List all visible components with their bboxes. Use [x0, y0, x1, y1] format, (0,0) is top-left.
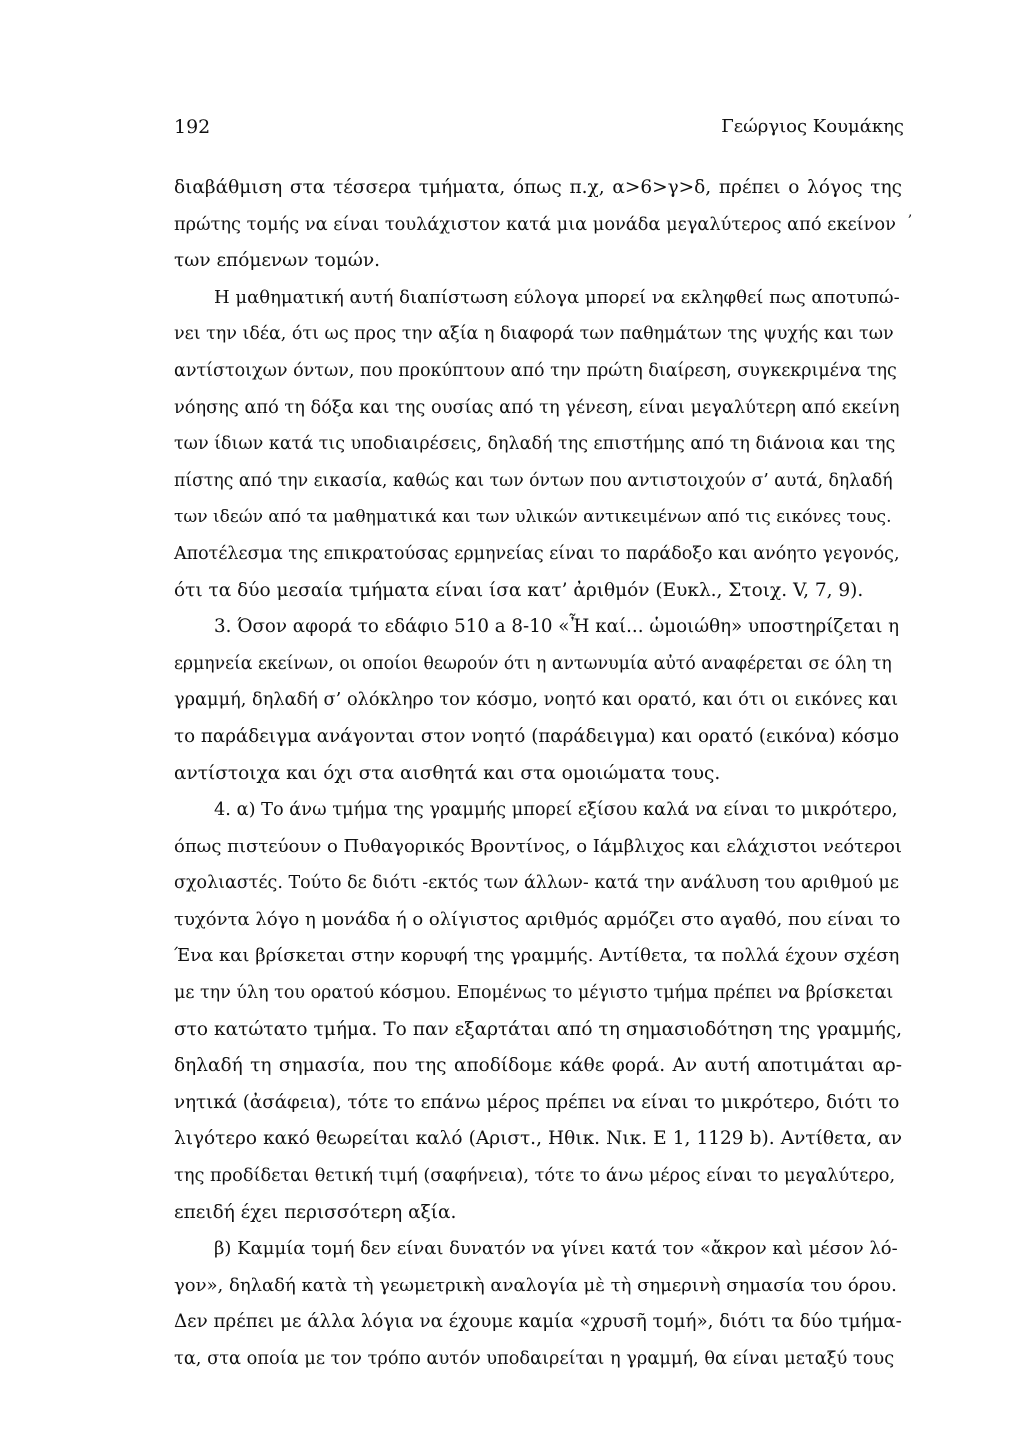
text-line: νει την ιδέα, ότι ως προς την αξία η διαφορά των παθημάτων της ψυχής και των: [174, 324, 894, 345]
text-line: νητικά (ἀσάφεια), τότε το επάνω μέρος πρέπει να είναι το μικρότερο, διότι το: [174, 1091, 900, 1113]
text-line: όπως πιστεύουν ο Πυθαγορικός Βροντίνος, ο Ιάμβλιχος και ελάχιστοι νεότεροι: [174, 835, 902, 857]
text-line: ερμηνεία εκείνων, οι οποίοι θεωρούν ότι η αντωνυμία αὐτό αναφέρεται σε όλη τη: [174, 653, 892, 674]
text-line: διαβάθμιση στα τέσσερα τμήματα, όπως π.χ, α>6>γ>δ, πρέπει ο λόγος της: [174, 177, 902, 198]
text-line: πίστης από την εικασία, καθώς και των όντων που αντιστοιχούν σ’ αυτά, δηλαδή: [174, 470, 893, 491]
text-line: Ένα και βρίσκεται στην κορυφή της γραμμής. Αντίθετα, τα πολλά έχουν σχέση: [174, 945, 900, 967]
text-line: Αποτέλεσμα της επικρατούσας ερμηνείας είναι το παράδοξο και ανόητο γεγονός,: [174, 543, 900, 564]
text-line: των ιδεών από τα μαθηματικά και των υλικών αντικειμένων από τις εικόνες τους.: [174, 507, 892, 528]
text-line: στο κατώτατο τμήμα. Το παν εξαρτάται από τη σημασιοδότηση της γραμμής,: [174, 1018, 902, 1040]
text-line: τυχόντα λόγο η μονάδα ή ο ολίγιστος αριθμός αρμόζει στο αγαθό, που είναι το: [174, 908, 901, 930]
text-line: ότι τα δύο μεσαία τμήματα είναι ίσα κατ’ ἀριθμόν (Ευκλ., Στοιχ. V, 7, 9).: [174, 579, 864, 601]
text-line: με την ύλη του ορατού κόσμου. Επομένως το μέγιστο τμήμα πρέπει να βρίσκεται: [174, 983, 894, 1004]
text-line: των ίδιων κατά τις υποδιαιρέσεις, δηλαδή της επιστήμης από τη διάνοια και της: [174, 434, 896, 455]
body-text: [174, 170, 902, 1378]
page-header: [174, 116, 904, 146]
text-line: Η μαθηματική αυτή διαπίστωση εύλογα μπορεί να εκληφθεί πως αποτυπώ-: [214, 286, 900, 308]
text-line: 3. Όσον αφορά το εδάφιο 510 a 8-10 «Ἦ καί... ὡμοιώθη» υποστηρίζεται η: [214, 616, 900, 638]
text-line: πρώτης τομής να είναι τουλάχιστον κατά μια μονάδα μεγαλύτερος από εκείνον: [174, 214, 896, 235]
text-line: 4. α) Το άνω τμήμα της γραμμής μπορεί εξίσου καλά να είναι το μικρότερο,: [214, 800, 898, 821]
running-head: Γεώργιος Κουμάκης: [721, 116, 904, 137]
text-line: γον», δηλαδή κατὰ τὴ γεωμετρικὴ αναλογία μὲ τὴ σημερινὴ σημασία του όρου.: [174, 1274, 897, 1296]
page-number: 192: [174, 116, 211, 138]
text-line: δηλαδή τη σημασία, που της αποδίδομε κάθε φορά. Αν αυτή αποτιμάται αρ-: [174, 1055, 902, 1077]
text-line: λιγότερο κακό θεωρείται καλό (Αριστ., Ηθικ. Νικ. Ε 1, 1129 b). Αντίθετα, αν: [174, 1128, 902, 1150]
text-line: γραμμή, δηλαδή σ’ ολόκληρο τον κόσμο, νοητό και ορατό, και ότι οι εικόνες και: [174, 690, 899, 711]
text-line: των επόμενων τομών.: [174, 250, 381, 272]
text-line: της προδίδεται θετική τιμή (σαφήνεια), τότε το άνω μέρος είναι το μεγαλύτερο,: [174, 1166, 896, 1187]
text-line: επειδή έχει περισσότερη αξία.: [174, 1201, 457, 1223]
text-line: νόησης από τη δόξα και της ουσίας από τη γένεση, είναι μεγαλύτερη από εκείνη: [174, 397, 900, 418]
text-line: αντίστοιχων όντων, που προκύπτουν από την πρώτη διαίρεση, συγκεκριμένα της: [174, 360, 897, 381]
text-line: Δεν πρέπει με άλλα λόγια να έχουμε καμία «χρυσῆ τομή», διότι τα δύο τμήμα-: [174, 1311, 902, 1333]
text-line: το παράδειγμα ανάγονται στον νοητό (παράδειγμα) και ορατό (εικόνα) κόσμο: [174, 725, 900, 747]
margin-mark: ,: [908, 204, 913, 220]
text-line: αντίστοιχα και όχι στα αισθητά και στα ομοιώματα τους.: [174, 762, 721, 784]
text-line: σχολιαστές. Τούτο δε διότι -εκτός των άλλων- κατά την ανάλυση του αριθμού με: [174, 873, 899, 894]
text-line: τα, στα οποία με τον τρόπο αυτόν υποδαιρείται η γραμμή, θα είναι μεταξύ τους: [174, 1349, 895, 1369]
text-line: β) Καμμία τομή δεν είναι δυνατόν να γίνει κατά τον «ἄκρον καὶ μέσον λό-: [214, 1238, 898, 1260]
